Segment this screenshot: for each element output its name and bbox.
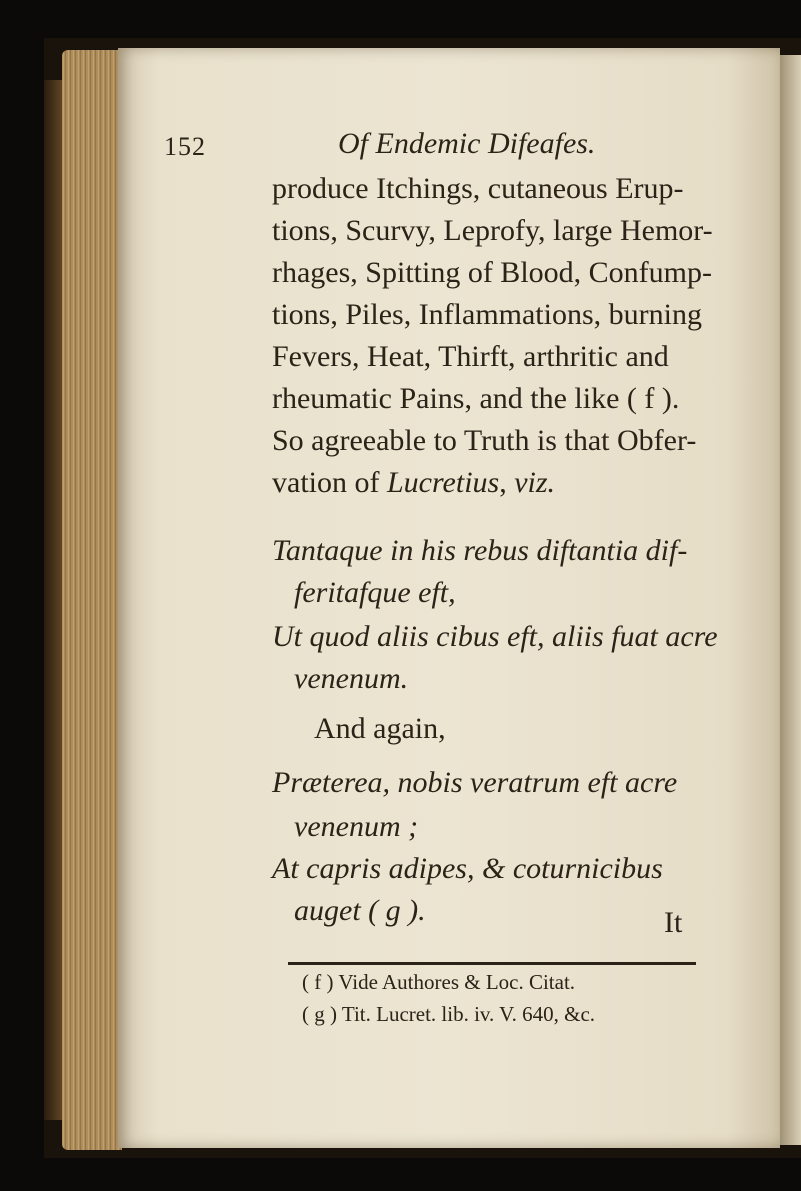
viz: viz. — [514, 466, 556, 499]
body-line: rhages, Spitting of Blood, Confump- — [272, 256, 712, 289]
body-line: tions, Piles, Inflammations, burning — [272, 298, 702, 331]
author-name: Lucretius — [386, 466, 500, 499]
verse-line: Præterea, nobis veratrum eft acre — [272, 766, 678, 799]
footnote: ( f ) Vide Authores & Loc. Citat. — [302, 970, 576, 994]
body-line: rheumatic Pains, and the like ( f ). — [272, 382, 680, 415]
page-number: 152 — [164, 132, 206, 161]
verse-line: feritafque eft, — [294, 576, 456, 609]
verse-line: Tantaque in his rebus diftantia dif- — [272, 534, 688, 567]
body-line: produce Itchings, cutaneous Erup- — [272, 172, 684, 205]
verse-line: Ut quod aliis cibus eft, aliis fuat acre — [272, 620, 718, 653]
body-line-last — [272, 466, 555, 500]
verse-line: venenum ; — [294, 810, 419, 843]
verse-line: auget ( g ). — [294, 894, 426, 927]
page-edges — [62, 50, 122, 1150]
last-line-suffix: , — [499, 466, 515, 499]
running-head: Of Endemic Difeafes. — [338, 127, 596, 160]
body-line: So agreeable to Truth is that Obfer- — [272, 424, 697, 457]
footnote: ( g ) Tit. Lucret. lib. iv. V. 640, &c. — [302, 1002, 596, 1026]
body-line: Fevers, Heat, Thirft, arthritic and — [272, 340, 669, 373]
body-line: tions, Scurvy, Leprofy, large Hemor- — [272, 214, 713, 247]
facing-page-edge — [778, 55, 801, 1145]
and-again: And again, — [314, 712, 446, 745]
footnote-rule — [288, 962, 696, 965]
verse-line: At capris adipes, & coturnicibus — [272, 852, 663, 885]
last-line-prefix: vation of — [272, 466, 387, 499]
catchword: It — [664, 906, 683, 939]
verse-line: venenum. — [294, 662, 409, 695]
